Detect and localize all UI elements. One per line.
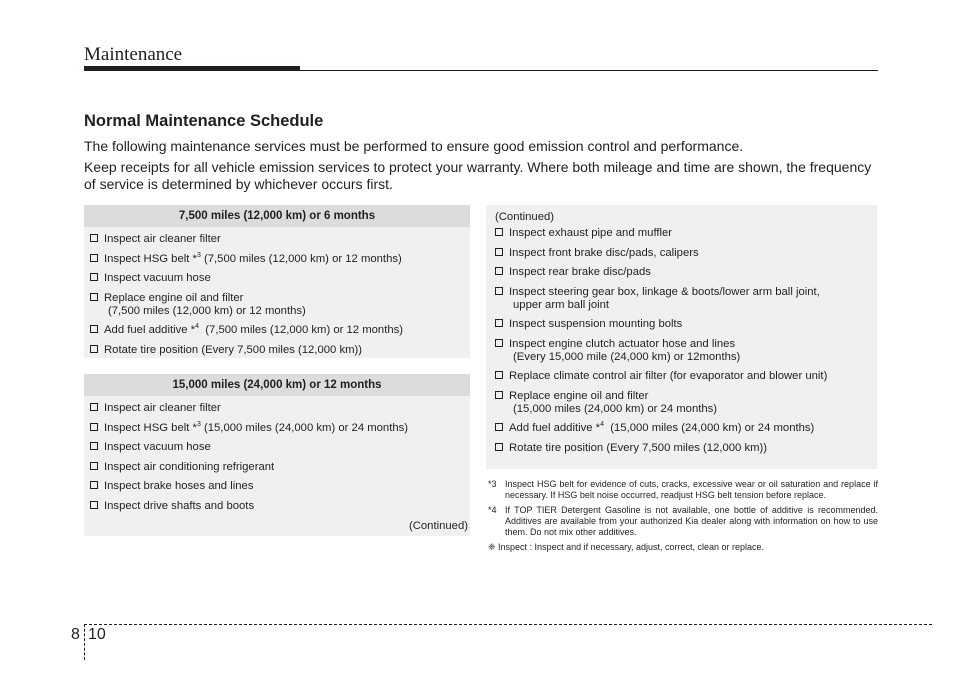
footnote-3 (488, 479, 878, 501)
checklist-item (90, 324, 470, 337)
schedule-box-15000 (84, 374, 470, 536)
checklist-item-text: Inspect HSG belt * (104, 421, 197, 434)
checklist-item-note: (15,000 miles (24,000 km) or 24 months) (513, 402, 718, 415)
header-rule (300, 70, 878, 71)
footnote-ref: 4 (600, 421, 604, 429)
checklist-item-text: Add fuel additive * (104, 324, 196, 336)
checkbox-icon (90, 481, 98, 489)
checklist-item-text: Inspect vacuum hose (104, 441, 211, 453)
checklist-item (90, 233, 470, 246)
chapter-number: 8 (71, 626, 80, 643)
checklist-item-text: Inspect air cleaner filter (104, 233, 221, 245)
footnote-text: If TOP TIER Detergent Gasoline is not available, one bottle of additive is recommended. Additives are available from your authorized Kia dealer along with information on how to use them. Do not mix other additives. (505, 505, 878, 537)
checkbox-icon (90, 293, 98, 301)
checklist-item-note: (7,500 miles (12,000 km) or 12 months) (108, 304, 306, 317)
footnote-text: Inspect HSG belt for evidence of cuts, cracks, excessive wear or oil saturation and replace if necessary. If HSG belt noise occurred, readjust HSG belt tension before replace. (505, 479, 878, 500)
checkbox-icon (495, 339, 503, 347)
inspect-note: ❈ Inspect : Inspect and if necessary, adjust, correct, clean or replace. (488, 542, 765, 552)
checklist-item (495, 442, 877, 455)
checkbox-icon (90, 254, 98, 262)
checkbox-icon (495, 443, 503, 451)
checklist-item (495, 390, 877, 416)
page-number: 10 (88, 626, 106, 643)
checklist-item (90, 500, 470, 513)
checklist-item (495, 227, 877, 240)
footnote-ref: 4 (195, 323, 199, 331)
checklist-item (90, 292, 470, 318)
checklist-item (90, 480, 470, 493)
checkbox-icon (90, 325, 98, 333)
checkbox-icon (90, 273, 98, 281)
schedule-box-heading: 7,500 miles (12,000 km) or 6 months (84, 205, 470, 227)
continued-label: (Continued) (495, 211, 555, 223)
checklist-item (495, 247, 877, 260)
checklist-item-note: (Every 15,000 mile (24,000 km) or 12months) (513, 350, 741, 363)
checklist-item-text: Replace engine oil and filter (104, 291, 244, 304)
footnote-4 (488, 505, 878, 538)
checklist-item (495, 318, 877, 331)
checkbox-icon (90, 462, 98, 470)
section-title: Normal Maintenance Schedule (84, 112, 324, 130)
checklist-item-text: Inspect vacuum hose (104, 272, 211, 284)
checklist-item (495, 422, 877, 435)
checkbox-icon (90, 442, 98, 450)
checkbox-icon (495, 371, 503, 379)
checklist-item-text: Inspect brake hoses and lines (104, 480, 254, 492)
checklist-item (495, 266, 877, 279)
checkbox-icon (90, 501, 98, 509)
checkbox-icon (495, 391, 503, 399)
checklist-item (90, 272, 470, 285)
checklist-item (90, 441, 470, 454)
checkbox-icon (90, 423, 98, 431)
checklist-item-text: Inspect front brake disc/pads, calipers (509, 246, 699, 259)
checkbox-icon (495, 319, 503, 327)
checklist-item (495, 286, 877, 312)
checklist-item-interval: (7,500 miles (12,000 km) or 12 months) (200, 252, 402, 265)
footnotes (488, 479, 878, 553)
checkbox-icon (90, 345, 98, 353)
checklist-item (90, 461, 470, 474)
checklist-item (495, 370, 877, 383)
page-header-title: Maintenance (84, 44, 183, 65)
checklist-item-text: Add fuel additive * (509, 422, 601, 434)
checkbox-icon (90, 234, 98, 242)
footnote-mark: *3 (488, 479, 497, 489)
checkbox-icon (495, 423, 503, 431)
checkbox-icon (495, 267, 503, 275)
checklist (84, 227, 470, 357)
intro-paragraph-2: Keep receipts for all vehicle emission services to protect your warranty. Where both mileage and time are shown, the frequency of service is determined by whichever occurs first. (84, 159, 872, 192)
checkbox-icon (495, 228, 503, 236)
page-divider (84, 624, 85, 660)
checklist-item (495, 338, 877, 364)
schedule-box-7500 (84, 205, 470, 358)
checklist (486, 223, 877, 455)
checklist-item-interval: (7,500 miles (12,000 km) or 12 months) (198, 324, 404, 336)
checklist-item-note: upper arm ball joint (513, 298, 610, 311)
continued-label: (Continued) (408, 520, 468, 532)
checkbox-icon (495, 248, 503, 256)
schedule-box-continued (486, 205, 877, 469)
intro-paragraph-1: The following maintenance services must be performed to ensure good emission control and performance. (84, 138, 744, 154)
checklist-item-text: Rotate tire position (Every 7,500 miles (12,000 km)) (509, 441, 768, 454)
checklist-item-text: Inspect exhaust pipe and muffler (509, 227, 673, 239)
checklist-item-text: Inspect suspension mounting bolts (509, 318, 683, 330)
checklist-item-text: Inspect drive shafts and boots (104, 499, 255, 512)
checklist-item-interval: (15,000 miles (24,000 km) or 24 months) (603, 422, 815, 434)
schedule-box-heading: 15,000 miles (24,000 km) or 12 months (84, 374, 470, 396)
checklist-item-text: Rotate tire position (Every 7,500 miles (12,000 km)) (104, 343, 363, 356)
checklist-item-interval: (15,000 miles (24,000 km) or 24 months) (200, 421, 409, 434)
checklist-item (90, 402, 470, 415)
checklist-item-text: Inspect air cleaner filter (104, 402, 221, 414)
checklist-item-text: Replace engine oil and filter (509, 389, 649, 402)
checkbox-icon (90, 403, 98, 411)
checklist-item-text: Inspect engine clutch actuator hose and lines (509, 337, 736, 350)
checklist-item (90, 422, 470, 435)
checklist-item-text: Inspect steering gear box, linkage & boots/lower arm ball joint, (509, 285, 820, 298)
checklist-item-text: Inspect rear brake disc/pads (509, 266, 651, 278)
checklist-item (90, 344, 470, 357)
footnote-ref: 3 (196, 251, 201, 259)
checkbox-icon (495, 287, 503, 295)
checklist (84, 396, 470, 513)
checklist-item-text: Inspect HSG belt * (104, 252, 197, 265)
checklist-item-text: Replace climate control air filter (for evaporator and blower unit) (509, 370, 828, 382)
checklist-item (90, 253, 470, 266)
footer-rule (84, 624, 932, 625)
checklist-item-text: Inspect air conditioning refrigerant (104, 460, 275, 473)
header-bar (84, 66, 300, 71)
footnote-ref: 3 (196, 420, 201, 428)
footnote-mark: *4 (488, 505, 497, 515)
